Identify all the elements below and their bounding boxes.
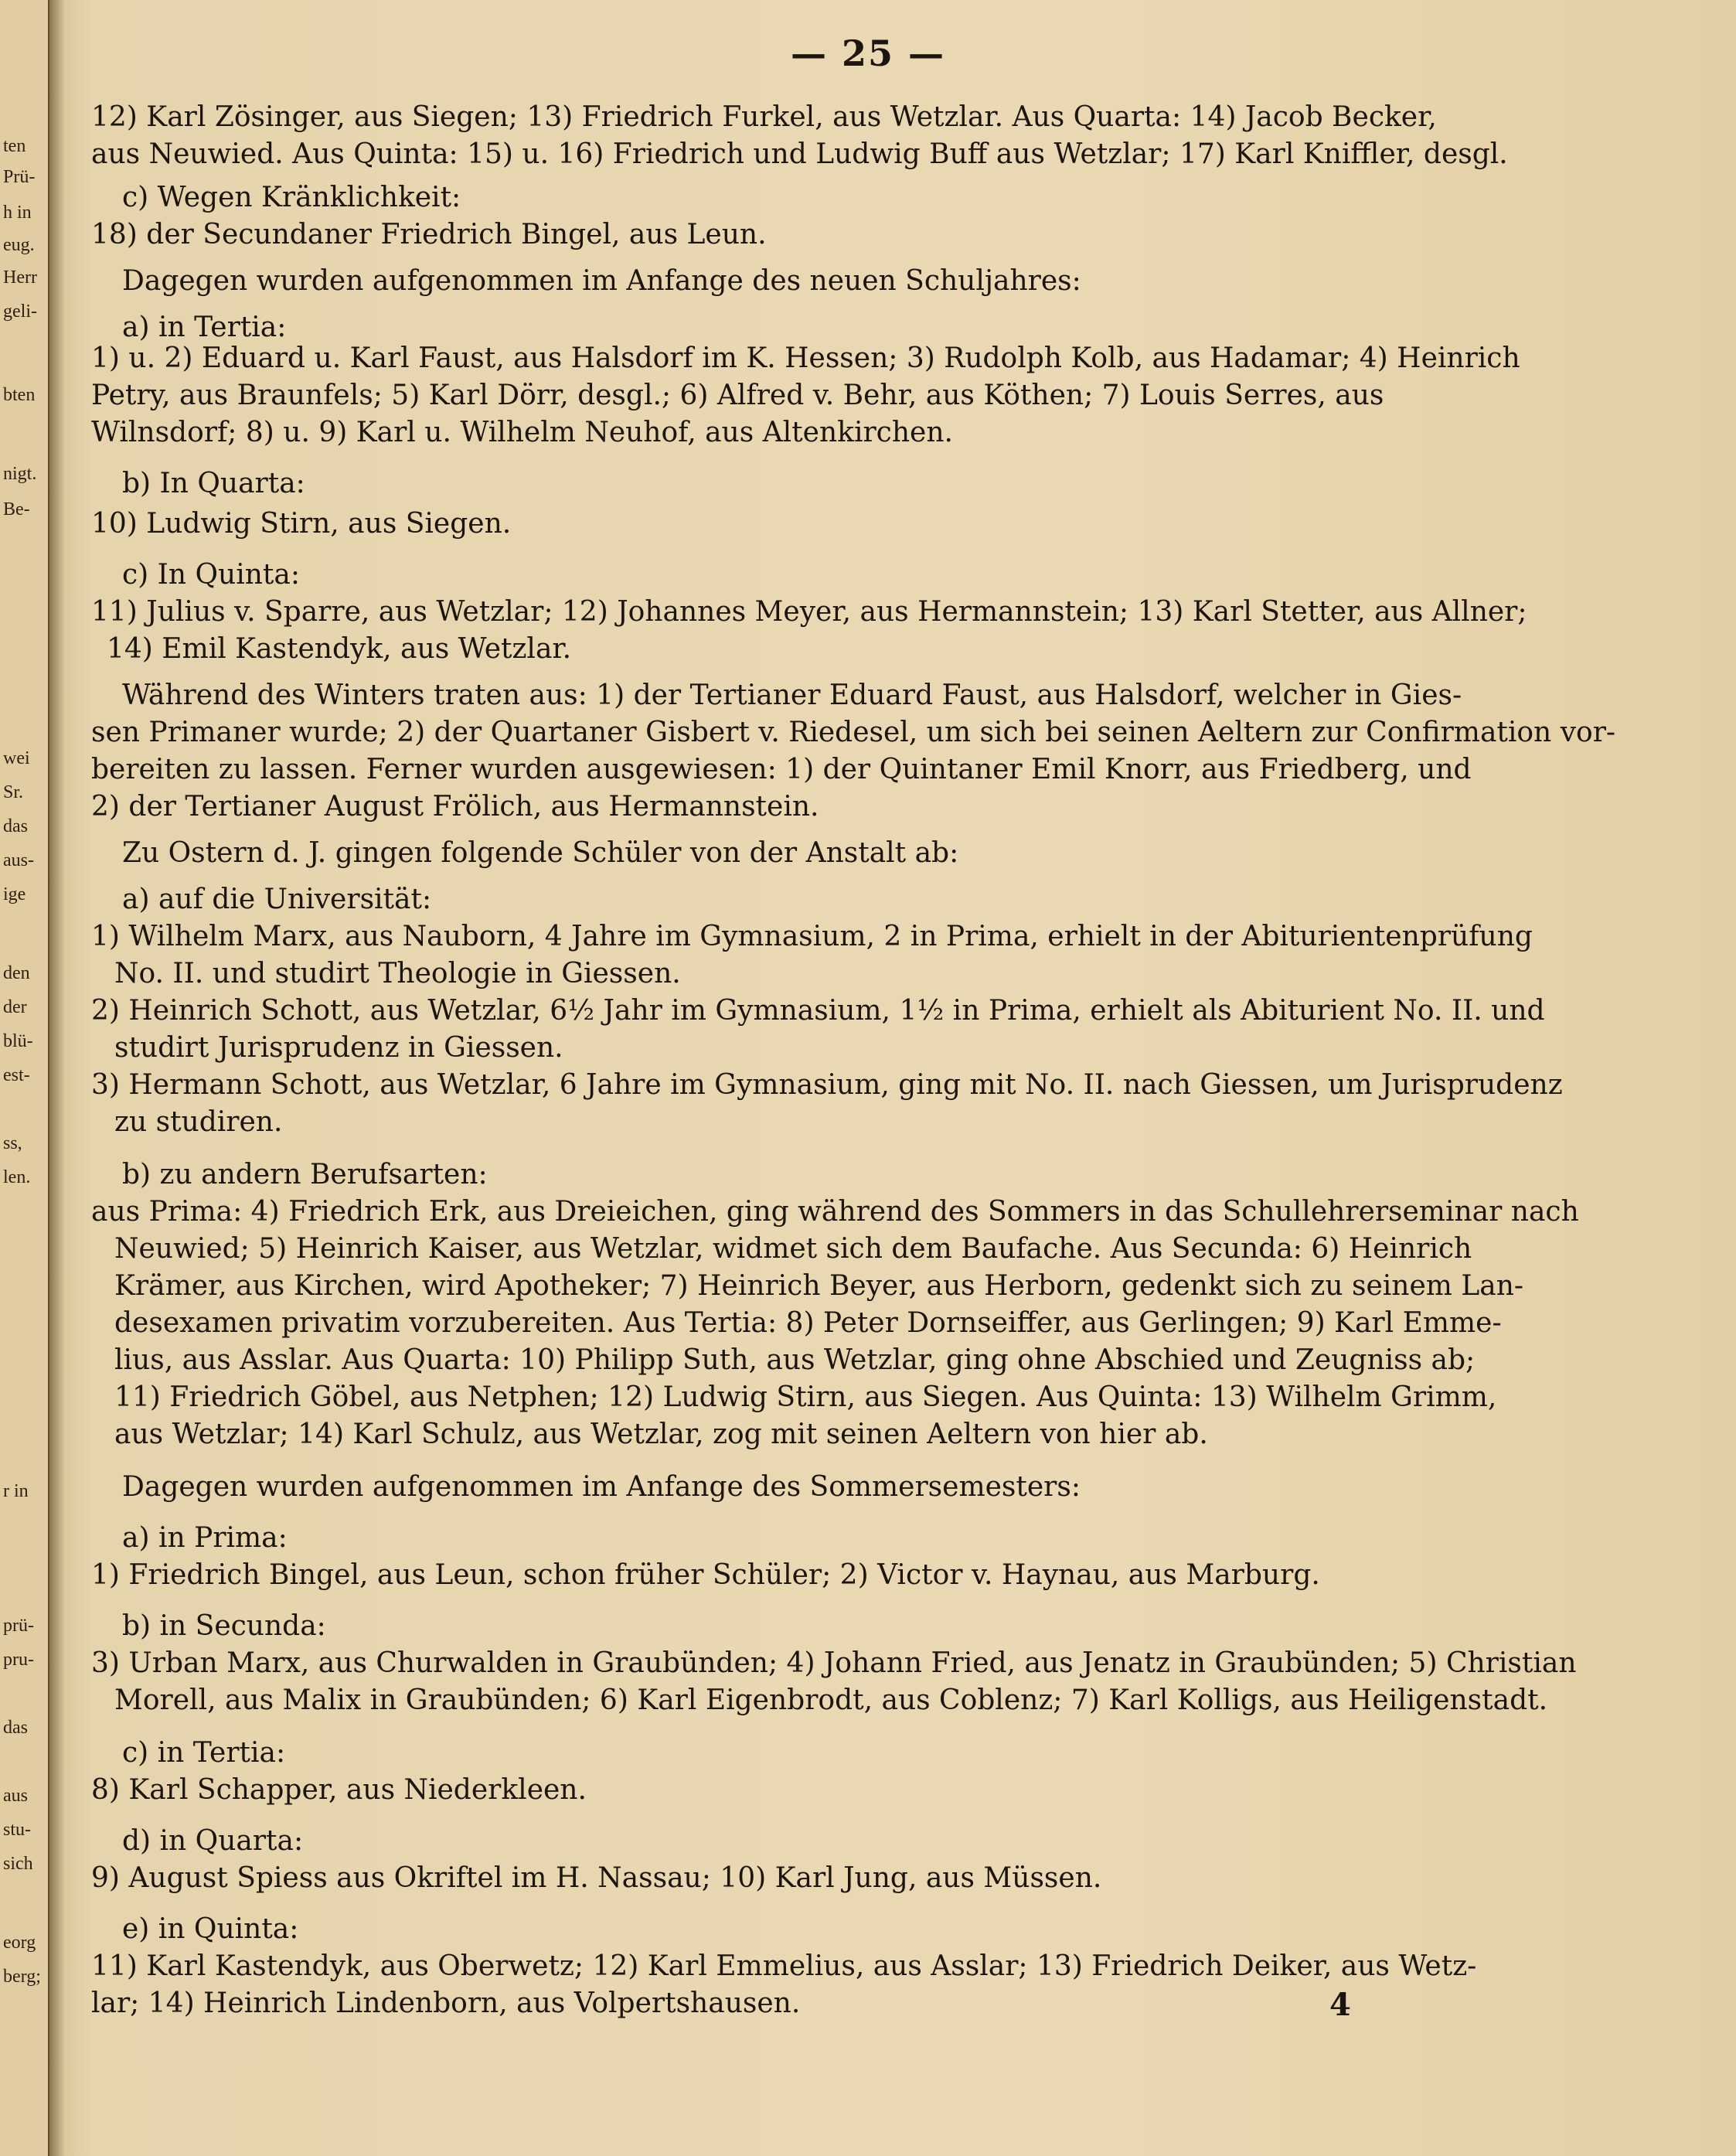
text-line: e) in Quinta: [122,1913,299,1945]
text-line: 9) August Spiess aus Okriftel im H. Nassau; 10) Karl Jung, aus Müssen. [91,1862,1102,1894]
text-line: b) zu andern Berufsarten: [122,1159,488,1190]
text-line: 1) Wilhelm Marx, aus Nauborn, 4 Jahre im Gymnasium, 2 in Prima, erhielt in der Abiturientenprüfung [91,921,1533,952]
margin-fragment: der [3,997,27,1017]
text-line: Wilnsdorf; 8) u. 9) Karl u. Wilhelm Neuhof, aus Altenkirchen. [91,417,953,448]
text-line: Morell, aus Malix in Graubünden; 6) Karl Eigenbrodt, aus Coblenz; 7) Karl Kolligs, aus Heiligenstadt. [114,1684,1548,1716]
margin-fragment: das [3,816,28,836]
margin-fragment: prü- [3,1616,34,1636]
text-line: 2) Heinrich Schott, aus Wetzlar, 6½ Jahr im Gymnasium, 1½ in Prima, erhielt als Abiturient No. II. und [91,995,1545,1027]
text-line: studirt Jurisprudenz in Giessen. [114,1032,563,1064]
text-line: 2) der Tertianer August Frölich, aus Hermannstein. [91,791,819,823]
text-line: c) In Quinta: [122,559,300,591]
text-line: 1) u. 2) Eduard u. Karl Faust, aus Halsdorf im K. Hessen; 3) Rudolph Kolb, aus Hadamar; 4) Heinrich [91,342,1520,374]
text-line: Zu Ostern d. J. gingen folgende Schüler von der Anstalt ab: [122,837,959,869]
text-line: 8) Karl Schapper, aus Niederkleen. [91,1774,587,1806]
text-line: Neuwied; 5) Heinrich Kaiser, aus Wetzlar, widmet sich dem Baufache. Aus Secunda: 6) Heinrich [114,1233,1472,1265]
text-line: aus Prima: 4) Friedrich Erk, aus Dreieichen, ging während des Sommers in das Schullehrerseminar nach [91,1196,1579,1228]
margin-fragment: aus- [3,850,34,870]
text-line: 18) der Secundaner Friedrich Bingel, aus Leun. [91,219,767,250]
margin-fragment: blü- [3,1031,33,1051]
text-line: Dagegen wurden aufgenommen im Anfange des Sommersemesters: [122,1471,1081,1503]
margin-fragment: bten [3,385,36,405]
margin-fragment: sich [3,1854,33,1874]
text-line: a) auf die Universität: [122,884,432,915]
margin-fragment: das [3,1718,28,1738]
text-line: Dagegen wurden aufgenommen im Anfange des neuen Schuljahres: [122,265,1081,297]
signature-mark: 4 [1329,1987,1351,2023]
margin-fragment: h in [3,203,32,223]
margin-fragment: nigt. [3,464,37,484]
text-line: a) in Tertia: [122,312,287,343]
text-line: a) in Prima: [122,1522,288,1554]
margin-fragment: r in [3,1481,29,1501]
text-line: b) In Quarta: [122,468,305,499]
text-line: 11) Karl Kastendyk, aus Oberwetz; 12) Karl Emmelius, aus Asslar; 13) Friedrich Deiker, aus Wetz- [91,1950,1477,1982]
text-line: c) in Tertia: [122,1737,286,1769]
margin-fragment: est- [3,1065,30,1085]
text-line: lar; 14) Heinrich Lindenborn, aus Volpertshausen. [91,1987,801,2019]
text-line: lius, aus Asslar. Aus Quarta: 10) Philipp Suth, aus Wetzlar, ging ohne Abschied und Zeugniss ab; [114,1344,1476,1376]
text-line: Petry, aus Braunfels; 5) Karl Dörr, desgl.; 6) Alfred v. Behr, aus Köthen; 7) Louis Serres, aus [91,380,1384,411]
text-line: 1) Friedrich Bingel, aus Leun, schon früher Schüler; 2) Victor v. Haynau, aus Marburg. [91,1559,1320,1591]
margin-fragment: eorg [3,1933,36,1953]
margin-fragment: Be- [3,499,30,519]
text-line: 3) Urban Marx, aus Churwalden in Graubünden; 4) Johann Fried, aus Jenatz in Graubünden; 5) Christian [91,1647,1577,1679]
margin-fragment: geli- [3,301,37,322]
text-line: Krämer, aus Kirchen, wird Apotheker; 7) Heinrich Beyer, aus Herborn, gedenkt sich zu seinem Lan- [114,1270,1524,1302]
text-line: aus Wetzlar; 14) Karl Schulz, aus Wetzlar, zog mit seinen Aeltern von hier ab. [114,1419,1208,1450]
margin-fragment: berg; [3,1967,41,1987]
margin-fragment: ige [3,884,26,904]
text-line: desexamen privatim vorzubereiten. Aus Tertia: 8) Peter Dornseiffer, aus Gerlingen; 9) Karl Emme- [114,1307,1502,1339]
text-line: 3) Hermann Schott, aus Wetzlar, 6 Jahre im Gymnasium, ging mit No. II. nach Giessen, um Jurisprudenz [91,1069,1563,1101]
text-line: No. II. und studirt Theologie in Giessen. [114,958,681,989]
text-line: 11) Julius v. Sparre, aus Wetzlar; 12) Johannes Meyer, aus Hermannstein; 13) Karl Stetter, aus Allner; [91,596,1527,628]
margin-fragment: len. [3,1167,31,1187]
text-line: c) Wegen Kränklichkeit: [122,182,461,213]
margin-fragment: Prü- [3,167,36,187]
text-line: 10) Ludwig Stirn, aus Siegen. [91,508,512,540]
text-line: sen Primaner wurde; 2) der Quartaner Gisbert v. Riedesel, um sich bei seinen Aeltern zur Confirmation vor- [91,717,1616,748]
text-line: 11) Friedrich Göbel, aus Netphen; 12) Ludwig Stirn, aus Siegen. Aus Quinta: 13) Wilhelm Grimm, [114,1381,1497,1413]
text-line: Während des Winters traten aus: 1) der Tertianer Eduard Faust, aus Halsdorf, welcher in Gies- [122,679,1462,711]
text-line: bereiten zu lassen. Ferner wurden ausgewiesen: 1) der Quintaner Emil Knorr, aus Friedberg, und [91,754,1472,785]
binding-shadow [48,0,65,2156]
margin-fragment: Sr. [3,782,24,802]
margin-fragment: Herr [3,267,37,288]
text-line: b) in Secunda: [122,1610,326,1642]
text-line: aus Neuwied. Aus Quinta: 15) u. 16) Friedrich und Ludwig Buff aus Wetzlar; 17) Karl Kniffler, desgl. [91,138,1508,170]
margin-fragment: wei [3,748,30,768]
margin-fragment: pru- [3,1650,34,1670]
text-line: zu studiren. [114,1106,283,1138]
page-number: — 25 — [790,32,946,74]
margin-fragment: aus [3,1786,28,1806]
margin-fragment: ss, [3,1133,22,1153]
text-line: 12) Karl Zösinger, aus Siegen; 13) Friedrich Furkel, aus Wetzlar. Aus Quarta: 14) Jacob Becker, [91,101,1437,133]
margin-fragment: ten [3,136,26,156]
margin-fragment: eug. [3,235,35,255]
margin-fragment: den [3,963,30,983]
text-line: d) in Quarta: [122,1825,304,1857]
margin-fragment: stu- [3,1820,31,1840]
text-line: 14) Emil Kastendyk, aus Wetzlar. [107,633,572,665]
